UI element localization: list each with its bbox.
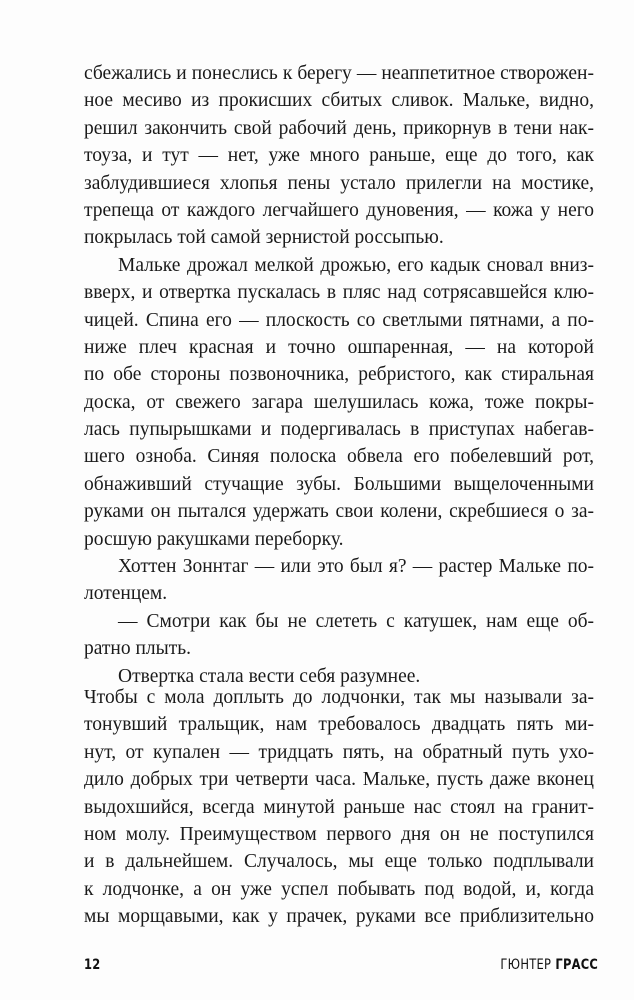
text-line: обнаживший стучащие зубы. Большими выщелоченными: [84, 473, 594, 495]
text-line: тонувший тральщик, нам требовалось двадцать пять ми-: [84, 714, 594, 736]
text-line: по обе стороны позвоночника, ребристого, как стиральная: [84, 364, 594, 386]
text-line: руками он пытался удержать свои колени, скребшиеся о за-: [84, 501, 594, 523]
text-line: заблудившиеся хлопья пены устало прилегли на мостике,: [84, 172, 594, 194]
text-line: и в дальнейшем. Случалось, мы еще только подплывали: [84, 851, 594, 873]
text-line: мы морщавыми, как у прачек, руками все приблизительно: [84, 906, 594, 928]
text-line: к лодчонке, а он уже успел побывать под водой, и, когда: [84, 878, 594, 900]
text-line: сбежались и понеслись к берегу — неаппетитное створожен-: [84, 63, 594, 84]
text-line: дило добрых три четверти часа. Мальке, пусть даже вконец: [84, 769, 594, 791]
text-line: покрылась той самой зернистой россыпью.: [84, 227, 444, 249]
text-line: лась пупырышками и подергивалась в приступах набегав-: [84, 419, 594, 441]
text-line: — Смотри как бы не слететь с катушек, нам еще об-: [118, 610, 594, 632]
text-line: чицей. Спина его — плоскость со светлыми пятнами, а по-: [84, 309, 594, 331]
author-first-name: ГЮНТЕР: [500, 957, 552, 973]
text-line: Мальке дрожал мелкой дрожью, его кадык сновал вниз-: [118, 254, 594, 276]
text-line: Хоттен Зоннтаг — или это был я? — растер Мальке по-: [118, 556, 594, 578]
page-number: 12: [84, 957, 101, 973]
text-line: вверх, и отвертка пускалась в пляс над сотрясавшейся клю-: [84, 282, 594, 304]
text-line: доска, от свежего загара шелушилась кожа, тоже покры-: [84, 391, 594, 413]
text-line: тоуза, и тут — нет, уже много раньше, еще до того, как: [84, 145, 594, 167]
text-line: росшую ракушками переборку.: [84, 528, 344, 550]
text-line: лотенцем.: [84, 583, 168, 605]
text-line: шего озноба. Синяя полоска обвела его побелевший рот,: [84, 446, 594, 468]
text-line: Отвертка стала вести себя разумнее.: [118, 665, 421, 687]
text-line: трепеща от каждого легчайшего дуновения, — кожа у него: [84, 199, 594, 221]
text-section-1: [84, 60, 594, 690]
text-line: решил закончить свой рабочий день, прикорнув в тени нак-: [84, 117, 594, 139]
running-footer-author: [500, 957, 598, 973]
text-line: ном молу. Преимуществом первого дня он не поступился: [84, 823, 594, 845]
author-last-name: ГРАСС: [555, 957, 598, 973]
text-section-2: [84, 684, 594, 931]
text-line: нут, от купален — тридцать пять, на обратный путь ухо-: [84, 741, 594, 763]
text-line: ратно плыть.: [84, 638, 192, 660]
text-line: Чтобы с мола доплыть до лодчонки, так мы называли за-: [84, 687, 594, 708]
text-line: ное месиво из прокисших сбитых сливок. Мальке, видно,: [84, 90, 594, 112]
text-line: выдохшийся, всегда минутой раньше нас стоял на гранит-: [84, 796, 594, 818]
text-line: ниже плеч красная и точно ошпаренная, — на которой: [84, 336, 594, 358]
